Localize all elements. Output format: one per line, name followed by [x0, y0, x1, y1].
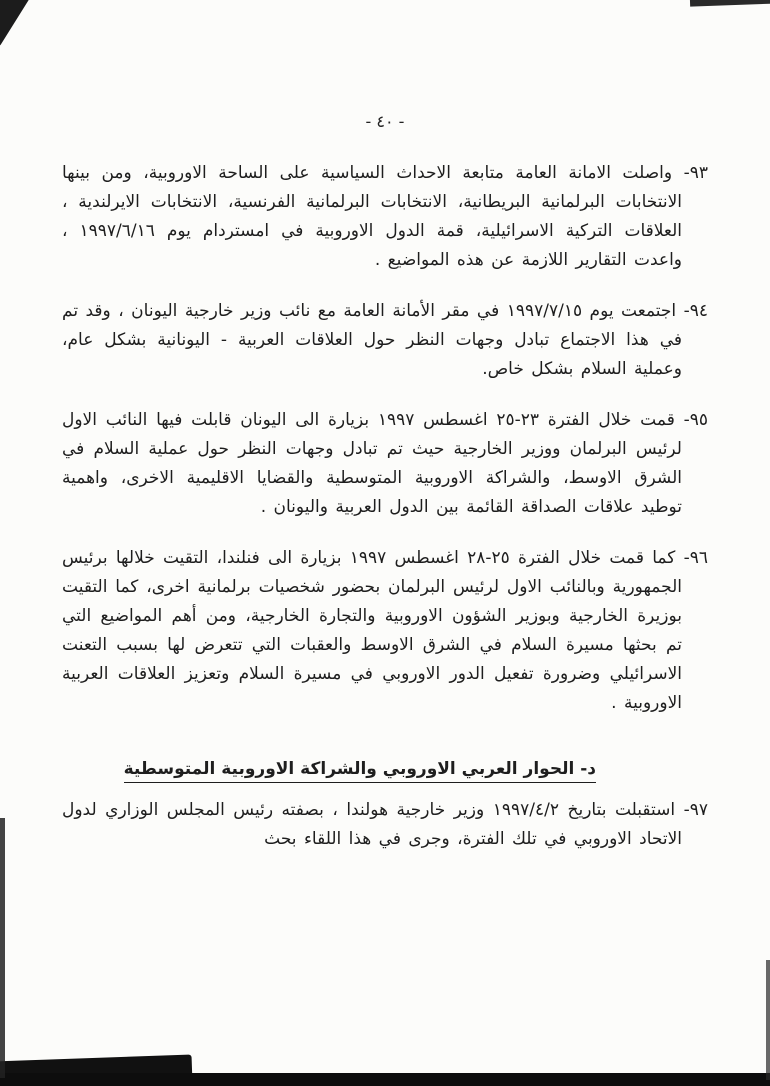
paragraph-96-text: كما قمت خلال الفترة ٢٥-٢٨ اغسطس ١٩٩٧ بزيارة الى فنلندا، التقيت خلالها برئيس الجمهورية وبالنائب الاول لرئيس البرلمان بحضور شخصيات برلمانية اخرى، كما التقيت بوزيرة الخارجية وبوزير الشؤون الاوروبية والتجارة الخارجية، ومن أهم المواضيع التي تم بحثها مسيرة السلام في الشرق الاوسط والعقبات التي تتعرض لها بسبب التعنت الاسرائيلي وضرورة تفعيل الدور الاوروبي في مسيرة السلام وتعزيز العلاقات العربية الاوروبية .	[62, 548, 682, 713]
paragraph-95-text: قمت خلال الفترة ٢٣-٢٥ اغسطس ١٩٩٧ بزيارة الى اليونان قابلت فيها النائب الاول لرئيس البرلمان ووزير الخارجية حيث تم تبادل وجهات النظر حول عملية السلام في الشرق الاوسط، والشراكة الاوروبية المتوسطية والقضايا الاقليمية الاخرى، واهمية توطيد علاقات الصداقة القائمة بين الدول العربية واليونان .	[62, 410, 682, 517]
paragraph-94-text: اجتمعت يوم ١٩٩٧/٧/١٥ في مقر الأمانة العامة مع نائب وزير خارجية اليونان ، وقد تم في هذا الاجتماع تبادل وجهات النظر حول العلاقات العربية - اليونانية بشكل عام، وعملية السلام بشكل خاص.	[62, 301, 682, 379]
paragraph-97-marker: ٩٧-	[683, 800, 708, 820]
page-number: - ٤٠ -	[365, 112, 405, 131]
scan-artifact-right-edge	[766, 960, 770, 1080]
paragraph-93-text: واصلت الامانة العامة متابعة الاحداث السياسية على الساحة الاوروبية، ومن بينها الانتخابات البرلمانية البريطانية، الانتخابات البرلمانية الفرنسية، الانتخابات الايرلندية ، العلاقات التركية الاسرائيلية، قمة الدول الاوروبية في امستردام يوم ١٩٩٧/٦/١٦ ، واعدت التقارير اللازمة عن هذه المواضيع .	[62, 163, 682, 270]
paragraph-96-marker: ٩٦-	[683, 548, 708, 568]
paragraph-97	[62, 796, 708, 854]
paragraph-97-text: استقبلت بتاريخ ١٩٩٧/٤/٢ وزير خارجية هولندا ، بصفته رئيس المجلس الوزاري لدول الاتحاد الاوروبي في تلك الفترة، وجرى في هذا اللقاء بحث	[62, 800, 682, 849]
scan-artifact-left-edge	[0, 818, 5, 1078]
paragraph-94-marker: ٩٤-	[683, 301, 709, 321]
section-heading	[62, 754, 596, 784]
paragraph-95-marker: ٩٥-	[683, 410, 708, 430]
paragraph-93	[62, 159, 708, 275]
paragraph-96	[62, 544, 708, 718]
document-content	[0, 131, 770, 854]
paragraph-93-marker: ٩٣-	[683, 163, 709, 183]
paragraph-95	[62, 406, 708, 522]
paragraph-94	[62, 297, 708, 384]
scan-artifact-bottom-edge	[0, 1073, 770, 1086]
section-heading-text: د- الحوار العربي الاوروبي والشراكة الاوروبية المتوسطية	[124, 759, 596, 783]
